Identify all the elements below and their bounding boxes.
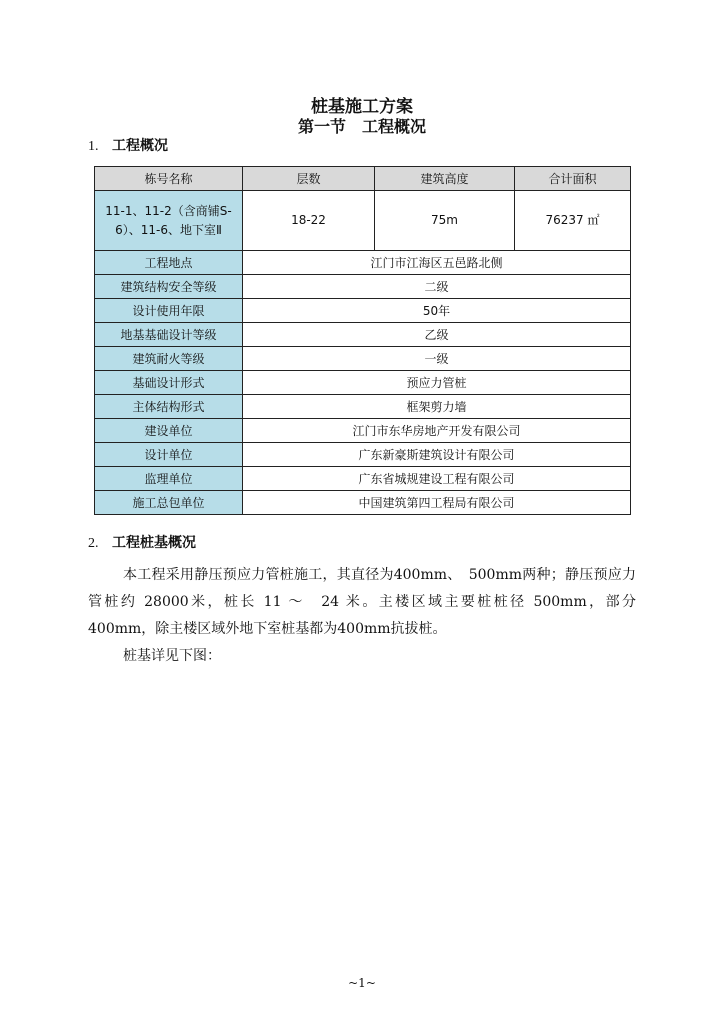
pile-detail-reference: 桩基详见下图： xyxy=(123,648,221,664)
table-row xyxy=(95,323,631,347)
table-row xyxy=(95,347,631,371)
table-row xyxy=(95,299,631,323)
row-label: 施工总包单位 xyxy=(95,491,243,515)
row-label: 建筑耐火等级 xyxy=(95,347,243,371)
subsection-number: 1. xyxy=(88,139,99,154)
row-label: 基础设计形式 xyxy=(95,371,243,395)
row-label: 地基基础设计等级 xyxy=(95,323,243,347)
page-number: ~1~ xyxy=(348,976,376,990)
building-name-cell: 11-1、11-2（含商铺S-6）、11-6、地下室Ⅱ xyxy=(95,191,243,251)
row-value: 广东新豪斯建筑设计有限公司 xyxy=(243,443,631,467)
row-value: 广东省城规建设工程有限公司 xyxy=(243,467,631,491)
row-value: 二级 xyxy=(243,275,631,299)
subsection-number: 2. xyxy=(88,536,99,551)
document-title: 桩基施工方案 xyxy=(311,97,413,117)
row-value: 50年 xyxy=(243,299,631,323)
height-cell: 75m xyxy=(375,191,515,251)
project-overview-table xyxy=(94,166,631,515)
table-header-cell: 层数 xyxy=(243,167,375,191)
table-row xyxy=(95,251,631,275)
row-value: 框架剪力墙 xyxy=(243,395,631,419)
table-row xyxy=(95,395,631,419)
table-header-cell: 合计面积 xyxy=(515,167,631,191)
table-header-row xyxy=(95,167,631,191)
area-cell: 76237 ㎡ xyxy=(515,191,631,251)
row-label: 主体结构形式 xyxy=(95,395,243,419)
row-label: 设计单位 xyxy=(95,443,243,467)
table-row xyxy=(95,419,631,443)
row-value: 乙级 xyxy=(243,323,631,347)
subsection-heading-1 xyxy=(88,135,168,155)
row-value: 预应力管桩 xyxy=(243,371,631,395)
table-row xyxy=(95,371,631,395)
pile-description-paragraph: 本工程采用静压预应力管桩施工，其直径为400mm、 500mm两种；静压预应力管桩约 28000米，桩长 11 ～ 24 米。主楼区域主要桩桩径 500mm，部分 400mm，除主楼区域外地下室桩基都为400mm抗拔桩。 xyxy=(88,567,636,637)
row-value: 中国建筑第四工程局有限公司 xyxy=(243,491,631,515)
row-value: 江门市江海区五邑路北侧 xyxy=(243,251,631,275)
row-label: 监理单位 xyxy=(95,467,243,491)
table-row xyxy=(95,275,631,299)
table-row xyxy=(95,467,631,491)
row-value: 江门市东华房地产开发有限公司 xyxy=(243,419,631,443)
row-label: 工程地点 xyxy=(95,251,243,275)
row-value: 一级 xyxy=(243,347,631,371)
table-row xyxy=(95,491,631,515)
subsection-heading-2 xyxy=(88,532,196,552)
row-label: 建设单位 xyxy=(95,419,243,443)
table-row xyxy=(95,191,631,251)
subsection-label: 工程桩基概况 xyxy=(112,535,196,551)
table-row xyxy=(95,443,631,467)
subsection-label: 工程概况 xyxy=(112,138,168,154)
section-heading: 第一节 工程概况 xyxy=(297,117,426,136)
floors-cell: 18-22 xyxy=(243,191,375,251)
row-label: 设计使用年限 xyxy=(95,299,243,323)
table-header-cell: 建筑高度 xyxy=(375,167,515,191)
table-header-cell: 栋号名称 xyxy=(95,167,243,191)
row-label: 建筑结构安全等级 xyxy=(95,275,243,299)
